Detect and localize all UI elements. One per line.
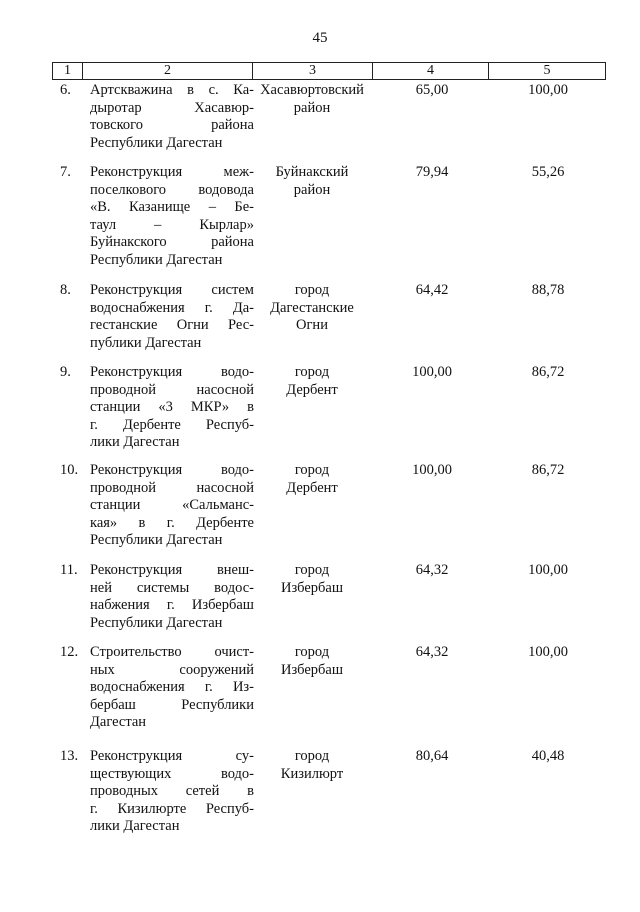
value-col-5: 88,78 — [531, 282, 565, 298]
row-number: 7. — [60, 164, 71, 180]
row-number: 11. — [60, 562, 78, 578]
project-name-line: Реконструкция внеш- — [90, 562, 254, 578]
project-name-line: гестанские Огни Рес- — [90, 317, 254, 333]
project-name-line: водоснабжения г. Да- — [90, 299, 254, 316]
header-col-2: 2 — [83, 63, 253, 79]
row-number: 10. — [60, 462, 79, 478]
value-col-5: 100,00 — [528, 82, 568, 98]
location-line: город — [294, 562, 330, 578]
value-col-5: 86,72 — [531, 364, 565, 380]
location-line: город — [294, 364, 330, 380]
project-name-line: ней системы водос- — [90, 579, 254, 596]
header-col-5: 5 — [543, 63, 551, 78]
project-name-line: Строительство очист- — [90, 644, 254, 660]
row-number: 9. — [60, 364, 71, 380]
project-name-line: ных сооружений — [90, 661, 254, 678]
location-line: Буйнакский — [275, 164, 349, 180]
location-line: Дербент — [286, 479, 338, 496]
value-col-4: 64,32 — [415, 644, 449, 660]
value-col-4: 100,00 — [412, 364, 452, 380]
project-name-line: лики Дагестан — [90, 818, 180, 834]
project-name-line: Реконструкция водо- — [90, 462, 254, 478]
project-name — [90, 364, 254, 452]
location-line: Дербент — [286, 381, 338, 398]
header-col-3: 3 — [253, 63, 373, 79]
row-number: 12. — [60, 644, 79, 660]
project-name-line: Республики Дагестан — [90, 251, 223, 268]
project-name-line: проводной насосной — [90, 381, 254, 398]
value-col-5: 40,48 — [531, 748, 565, 764]
location — [260, 364, 364, 399]
project-name-line: г. Кизилюрте Респуб- — [90, 800, 254, 817]
row-number: 13. — [60, 748, 79, 764]
location — [260, 562, 364, 597]
project-name — [90, 282, 254, 352]
value-col-5: 86,72 — [531, 462, 565, 478]
project-name — [90, 164, 254, 269]
project-name — [90, 82, 254, 152]
project-name-line: дыротар Хасавюр- — [90, 99, 254, 116]
value-col-4: 64,42 — [415, 282, 449, 298]
project-name-line: Артскважина в с. Ка- — [90, 82, 254, 98]
location — [260, 282, 364, 335]
location-line: Избербаш — [280, 579, 344, 596]
project-name-line: Республики Дагестан — [90, 134, 223, 151]
project-name-line: водоснабжения г. Из- — [90, 679, 254, 695]
project-name-line: кая» в г. Дербенте — [90, 514, 254, 531]
project-name-line: бербаш Республики — [90, 696, 254, 713]
location-line: район — [293, 181, 331, 198]
location-line: Хасавюртовский — [260, 82, 364, 98]
value-col-4: 79,94 — [415, 164, 449, 180]
location — [260, 462, 364, 497]
location — [260, 82, 364, 117]
project-name-line: Республики Дагестан — [90, 614, 223, 631]
value-col-4: 80,64 — [415, 748, 449, 764]
project-name-line: ществующих водо- — [90, 765, 254, 782]
location-line: район — [293, 99, 331, 116]
value-col-5: 100,00 — [528, 644, 568, 660]
project-name-line: лики Дагестан — [90, 434, 180, 450]
project-name-line: поселкового водовода — [90, 181, 254, 198]
header-col-4: 4 — [373, 63, 489, 79]
project-name-line: таул – Кырлар» — [90, 216, 254, 233]
project-name — [90, 462, 254, 550]
location-line: город — [294, 644, 330, 660]
project-name-line: «В. Казанище – Бе- — [90, 199, 254, 215]
location-line: Дагестанские — [270, 299, 354, 316]
location-line: город — [294, 748, 330, 764]
project-name-line: Реконструкция систем — [90, 282, 254, 298]
project-name-line: товского района — [90, 117, 254, 133]
project-name-line: станции «Сальманс- — [90, 497, 254, 513]
project-name-line: набжения г. Избербаш — [90, 597, 254, 613]
location — [260, 644, 364, 679]
project-name-line: проводной насосной — [90, 479, 254, 496]
project-name-line: Реконструкция меж- — [90, 164, 254, 180]
project-name — [90, 644, 254, 732]
header-col-1: 1 — [53, 63, 83, 79]
location-line: Огни — [296, 317, 328, 333]
project-name-line: Буйнакского района — [90, 234, 254, 250]
value-col-5: 55,26 — [531, 164, 565, 180]
location-line: Избербаш — [280, 661, 344, 678]
value-col-4: 100,00 — [412, 462, 452, 478]
project-name-line: проводных сетей в — [90, 783, 254, 799]
project-name-line: Республики Дагестан — [90, 532, 223, 548]
project-name-line: Реконструкция су- — [90, 748, 254, 764]
value-col-4: 64,32 — [415, 562, 449, 578]
location-line: город — [294, 462, 330, 478]
page-number: 45 — [312, 30, 328, 46]
row-number: 6. — [60, 82, 71, 98]
project-name-line: станции «3 МКР» в — [90, 399, 254, 415]
project-name-line: Реконструкция водо- — [90, 364, 254, 380]
location-line: город — [294, 282, 330, 298]
project-name-line: г. Дербенте Респуб- — [90, 416, 254, 433]
location — [260, 164, 364, 199]
location-line: Кизилюрт — [280, 765, 344, 782]
project-name — [90, 562, 254, 632]
project-name-line: публики Дагестан — [90, 334, 202, 351]
project-name-line: Дагестан — [90, 714, 147, 730]
value-col-4: 65,00 — [415, 82, 449, 98]
row-number: 8. — [60, 282, 71, 298]
table-header — [52, 62, 606, 80]
project-name — [90, 748, 254, 836]
location — [260, 748, 364, 783]
value-col-5: 100,00 — [528, 562, 568, 578]
